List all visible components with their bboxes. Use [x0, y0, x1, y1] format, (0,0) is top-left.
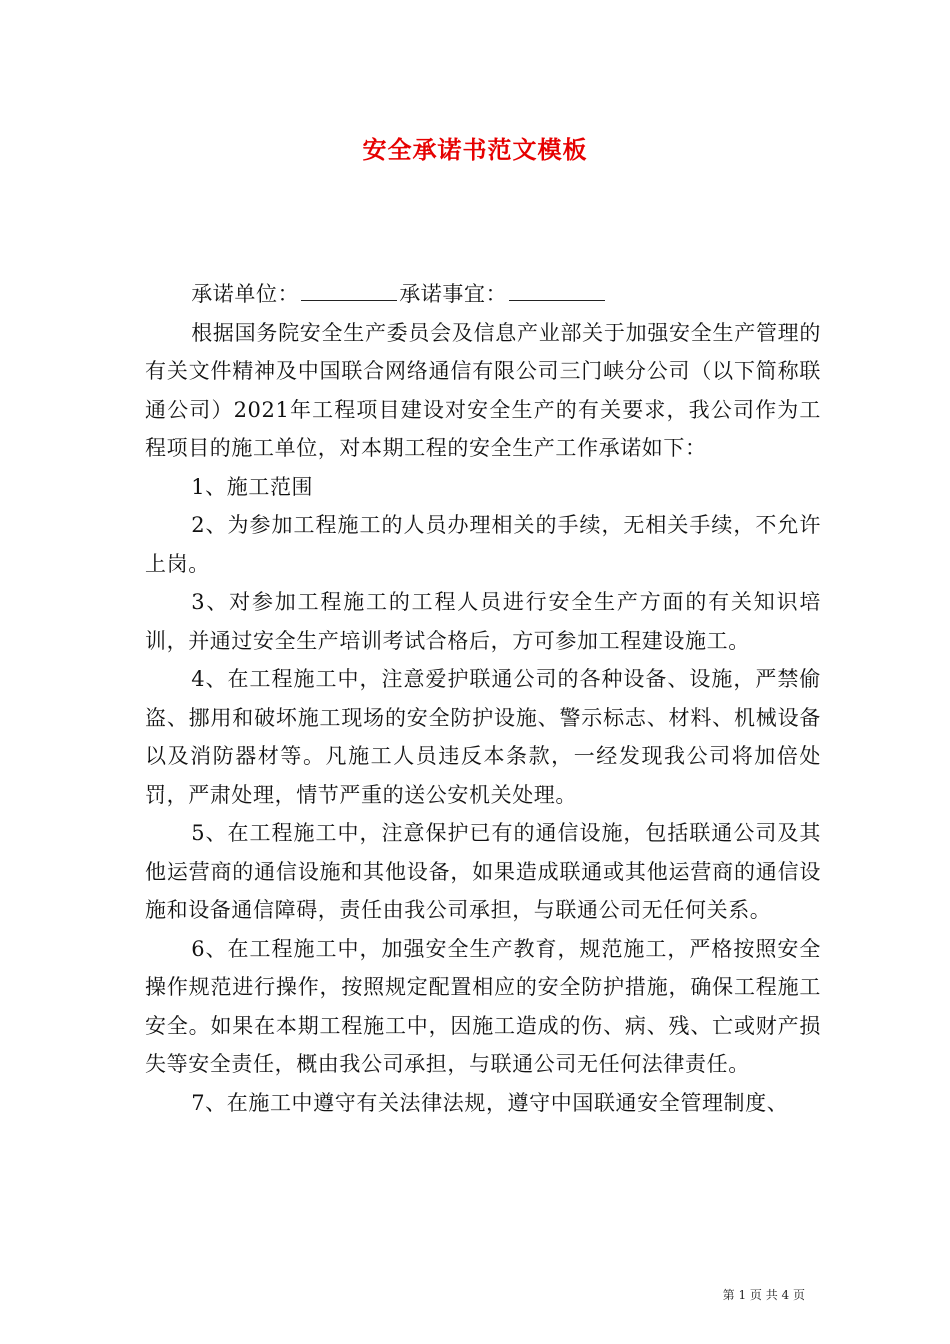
page-footer: 第 1 页 共 4 页	[722, 1288, 805, 1302]
paragraph-item-1: 1、施工范围	[191, 474, 314, 499]
paragraph-item-4: 4、在工程施工中，注意爱护联通公司的各种设备、设施，严禁偷盗、挪用和破坏施工现场的安全防护设施、警示标志、材料、机械设备以及消防器材等。凡施工人员违反本条款，一经发现我公司将加倍处罚，严肃处理，情节严重的送公安机关处理。	[145, 667, 821, 807]
paragraph-intro: 根据国务院安全生产委员会及信息产业部关于加强安全生产管理的有关文件精神及中国联合网络通信有限公司三门峡分公司（以下简称联通公司）2021年工程项目建设对安全生产的有关要求，我公司作为工程项目的施工单位，对本期工程的安全生产工作承诺如下：	[145, 320, 821, 460]
document-title: 安全承诺书范文模板	[362, 135, 588, 164]
matter-blank	[509, 280, 605, 301]
document-body	[145, 275, 821, 1122]
paragraph-item-5: 5、在工程施工中，注意保护已有的通信设施，包括联通公司及其他运营商的通信设施和其他设备，如果造成联通或其他运营商的通信设施和设备通信障碍，责任由我公司承担，与联通公司无任何关系。	[145, 821, 821, 922]
commitment-header	[145, 275, 821, 314]
paragraph-item-2: 2、为参加工程施工的人员办理相关的手续，无相关手续，不允许上岗。	[145, 513, 821, 576]
matter-label: 承诺事宜：	[399, 282, 508, 306]
paragraph-item-7: 7、在施工中遵守有关法律法规，遵守中国联通安全管理制度、	[191, 1090, 789, 1115]
paragraph-item-6: 6、在工程施工中，加强安全生产教育，规范施工，严格按照安全操作规范进行操作，按照规定配置相应的安全防护措施，确保工程施工安全。如果在本期工程施工中，因施工造成的伤、病、残、亡或财产损失等安全责任，概由我公司承担，与联通公司无任何法律责任。	[145, 936, 821, 1076]
paragraph-item-3: 3、对参加工程施工的工程人员进行安全生产方面的有关知识培训，并通过安全生产培训考试合格后，方可参加工程建设施工。	[145, 590, 821, 653]
unit-label: 承诺单位：	[191, 282, 300, 306]
unit-blank	[301, 280, 397, 301]
